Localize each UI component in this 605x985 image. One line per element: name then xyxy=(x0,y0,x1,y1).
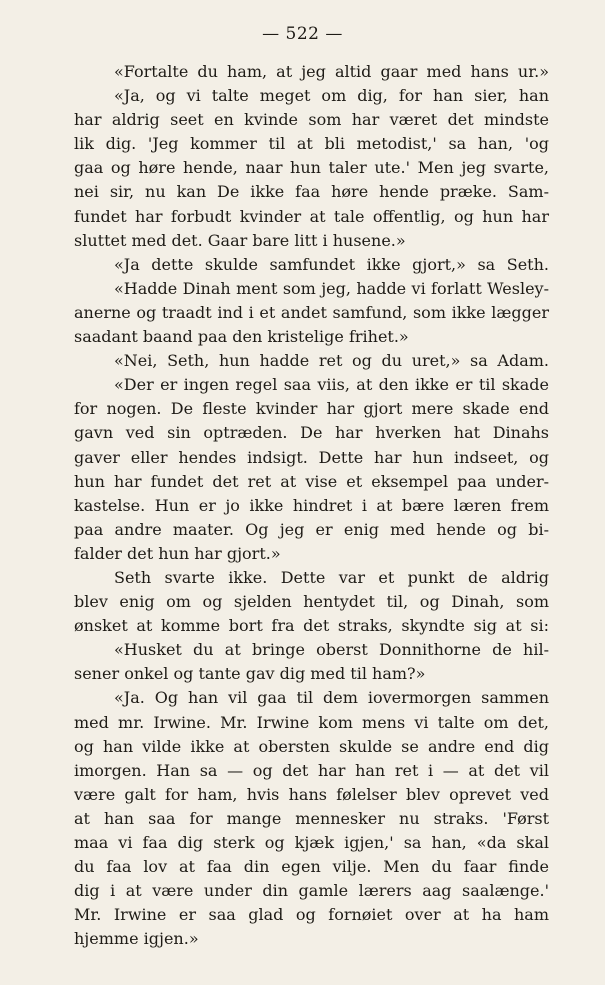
text-line: gaa og høre hende, naar hun taler ute.' Men jeg svarte, xyxy=(74,158,549,178)
text-line: sener onkel og tante gav dig med til ham?» xyxy=(74,664,426,684)
text-line: fundet har forbudt kvinder at tale offentlig, og hun har xyxy=(74,206,549,226)
text-line: Seth svarte ikke. Dette var et punkt de aldrig xyxy=(114,567,549,587)
text-line: anerne og traadt ind i et andet samfund, som ikke lægger xyxy=(74,302,549,322)
text-line: nei sir, nu kan De ikke faa høre hende præke. Sam- xyxy=(74,182,549,202)
text-line: «Der er ingen regel saa viis, at den ikke er til skade xyxy=(114,375,549,395)
text-line: imorgen. Han sa — og det har han ret i — at det vil xyxy=(74,760,549,780)
text-line: at han saa for mange mennesker nu straks. 'Først xyxy=(74,808,549,828)
text-line: være galt for ham, hvis hans følelser blev oprevet ved xyxy=(74,784,549,804)
text-line: hjemme igjen.» xyxy=(74,929,199,949)
text-line: «Husket du at bringe oberst Donnithorne de hil- xyxy=(114,640,549,660)
text-line: blev enig om og sjelden hentydet til, og Dinah, som xyxy=(74,592,549,612)
text-line: dig i at være under din gamle lærers aag saalænge.' xyxy=(74,881,549,901)
text-line: «Nei, Seth, hun hadde ret og du uret,» sa Adam. xyxy=(114,351,549,371)
text-line: og han vilde ikke at obersten skulde se andre end dig xyxy=(74,736,549,756)
text-line: «Ja dette skulde samfundet ikke gjort,» sa Seth. xyxy=(114,254,549,274)
text-line: lik dig. 'Jeg kommer til at bli metodist,' sa han, 'og xyxy=(74,134,549,154)
text-line: «Ja, og vi talte meget om dig, for han sier, han xyxy=(114,86,549,106)
text-line: ønsket at komme bort fra det straks, skyndte sig at si: xyxy=(74,616,549,636)
page-number: — 522 — xyxy=(262,24,343,44)
text-line: maa vi faa dig sterk og kjæk igjen,' sa han, «da skal xyxy=(74,833,549,852)
text-line: «Ja. Og han vil gaa til dem iovermorgen sammen xyxy=(114,688,549,708)
text-line: har aldrig seet en kvinde som har været det mindste xyxy=(74,110,549,130)
text-line: gavn ved sin optræden. De har hverken hat Dinahs xyxy=(74,423,549,443)
text-line: kastelse. Hun er jo ikke hindret i at bære læren frem xyxy=(74,495,549,515)
body-text xyxy=(74,60,549,951)
text-line: med mr. Irwine. Mr. Irwine kom mens vi talte om det, xyxy=(74,712,549,732)
text-line: falder det hun har gjort.» xyxy=(74,543,281,563)
text-line: for nogen. De fleste kvinder har gjort mere skade end xyxy=(74,399,549,419)
text-line: sluttet med det. Gaar bare litt i husene.» xyxy=(74,230,406,250)
text-line: «Fortalte du ham, at jeg altid gaar med hans ur.» xyxy=(114,62,549,81)
text-line: paa andre maater. Og jeg er enig med hende og bi- xyxy=(74,519,549,539)
text-line: saadant baand paa den kristelige frihet.» xyxy=(74,327,409,347)
text-line: gaver eller hendes indsigt. Dette har hun indseet, og xyxy=(74,447,549,467)
text-line: hun har fundet det ret at vise et eksempel paa under- xyxy=(74,471,549,491)
text-line: Mr. Irwine er saa glad og fornøiet over at ha ham xyxy=(74,905,549,925)
text-line: du faa lov at faa din egen vilje. Men du faar finde xyxy=(74,857,549,877)
text-line: «Hadde Dinah ment som jeg, hadde vi forlatt Wesley- xyxy=(114,278,549,298)
